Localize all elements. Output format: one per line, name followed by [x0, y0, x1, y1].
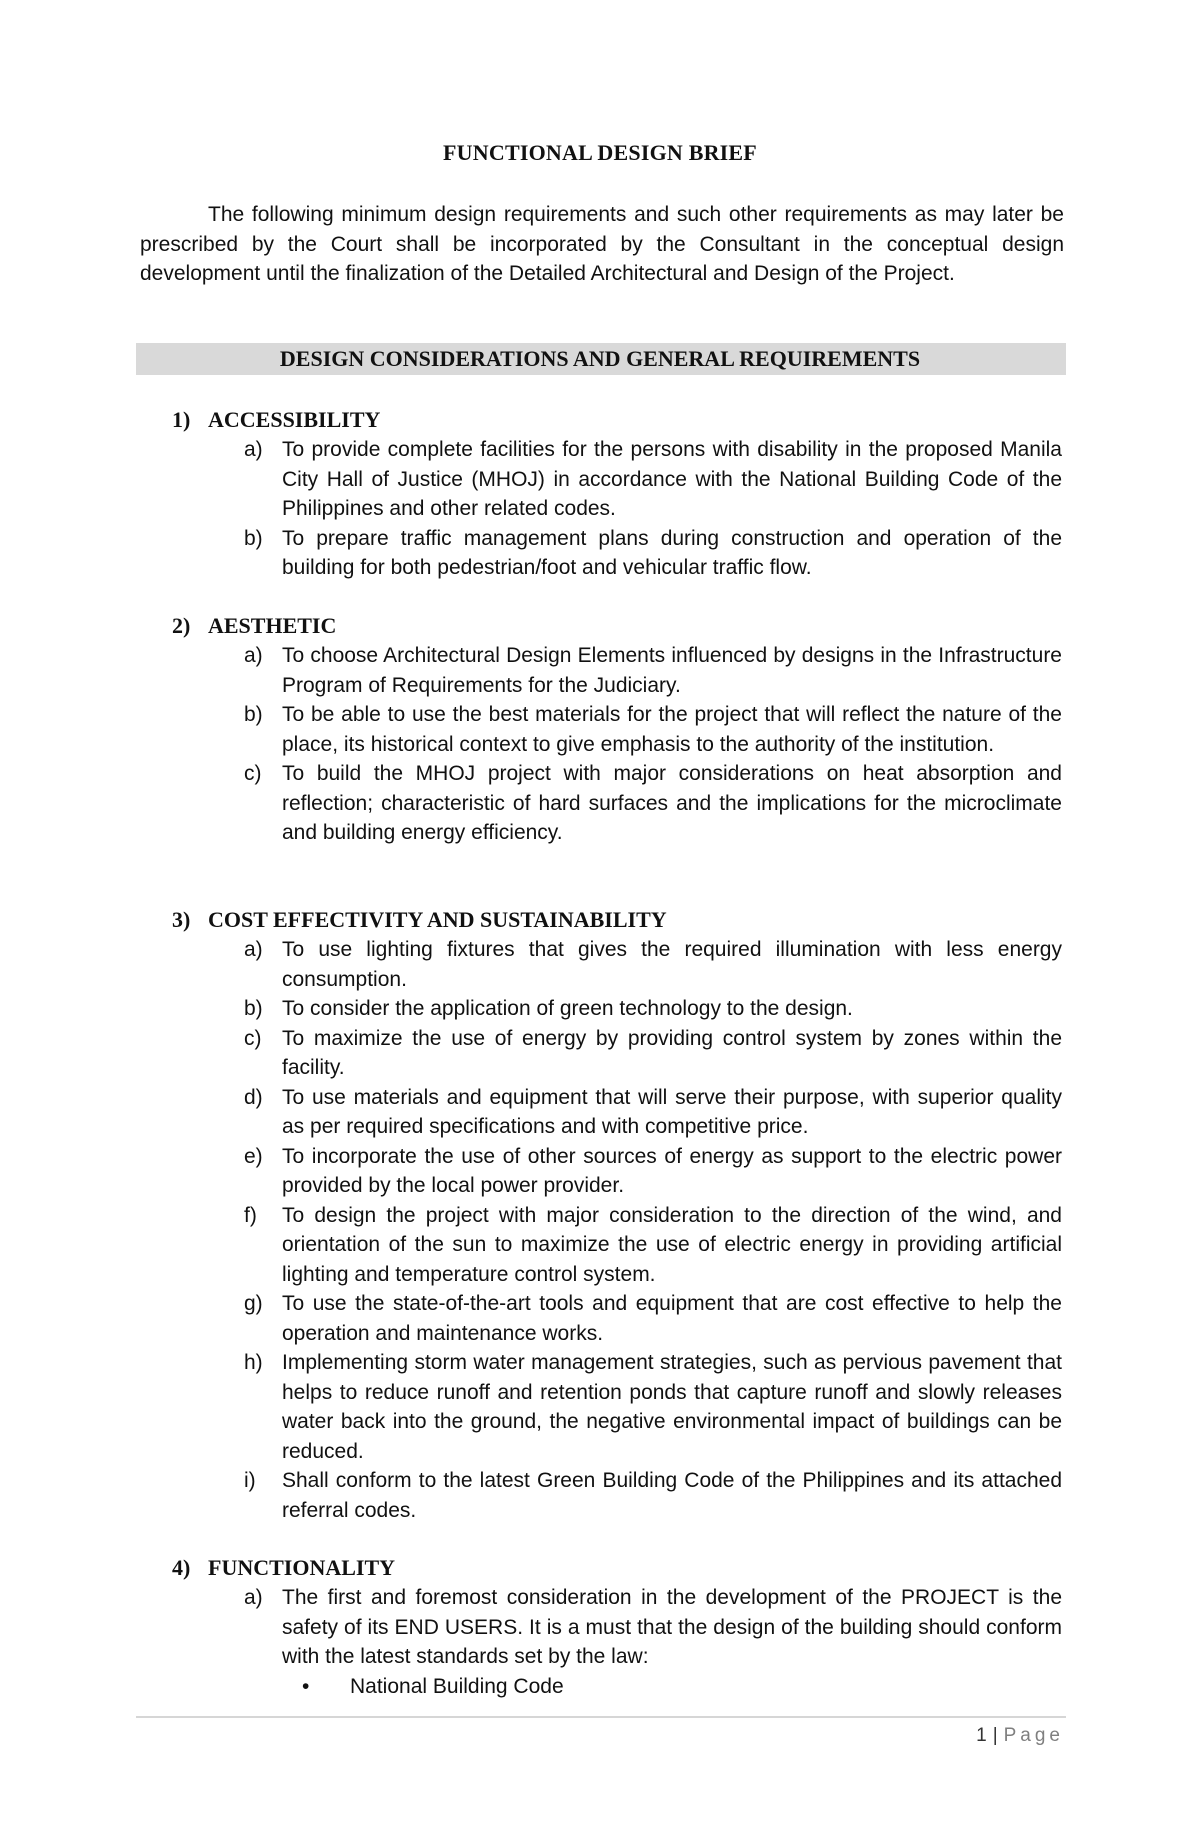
list-item [172, 1348, 1062, 1466]
item-text: To incorporate the use of other sources of energy as support to the electric power provided by the local power provider. [282, 1144, 1062, 1197]
list-item [172, 994, 1062, 1024]
item-marker: f) [244, 1203, 257, 1227]
item-text: To maximize the use of energy by providing control system by zones within the facility. [282, 1026, 1062, 1079]
section-title: AESTHETIC [208, 613, 337, 638]
item-list [172, 641, 1062, 848]
list-item [172, 759, 1062, 848]
item-text: To provide complete facilities for the persons with disability in the proposed Manila City Hall of Justice (MHOJ) in accordance with the National Building Code of the Philippines and other related codes. [282, 438, 1062, 520]
item-marker: h) [244, 1351, 263, 1374]
item-list [172, 1583, 1062, 1672]
item-marker: e) [244, 1144, 263, 1168]
item-marker: g) [244, 1292, 263, 1315]
item-text: To be able to use the best materials for the project that will reflect the nature of the place, its historical context to give emphasis to the authority of the institution. [282, 703, 1062, 756]
section-aesthetic [172, 611, 1062, 848]
page-separator: | [992, 1725, 998, 1746]
item-text: To use the state-of-the-art tools and equipment that are cost effective to help the operation and maintenance works. [282, 1292, 1062, 1345]
bullet-text: National Building Code [350, 1674, 564, 1698]
section-header [172, 611, 1062, 641]
item-marker: a) [244, 938, 263, 961]
item-text: The first and foremost consideration in the development of the PROJECT is the safety of its END USERS. It is a must that the design of the building should conform with the latest standards set by the law: [282, 1586, 1062, 1668]
section-number: 1) [172, 407, 191, 432]
item-marker: c) [244, 762, 262, 785]
item-text: Implementing storm water management strategies, such as pervious pavement that helps to reduce runoff and retention ponds that capture runoff and slowly releases water back into the ground, the negative environmental impact of buildings can be reduced. [282, 1351, 1062, 1463]
section-functionality [172, 1553, 1062, 1701]
list-item [172, 524, 1062, 583]
document-title: FUNCTIONAL DESIGN BRIEF [443, 140, 757, 165]
section-title: ACCESSIBILITY [208, 407, 381, 432]
section-number: 4) [172, 1555, 191, 1580]
list-item [172, 1466, 1062, 1525]
footer-divider [136, 1716, 1066, 1718]
section-header [172, 905, 1062, 935]
section-heading: DESIGN CONSIDERATIONS AND GENERAL REQUIREMENTS [279, 346, 921, 371]
item-list [172, 435, 1062, 583]
item-text: To consider the application of green technology to the design. [282, 997, 853, 1020]
item-marker: b) [244, 997, 263, 1020]
item-list [172, 935, 1062, 1525]
intro-paragraph: The following minimum design requirements and such other requirements as may later be prescribed by the Court shall be incorporated by the Consultant in the conceptual design development until the finalization of the Detailed Architectural and Design of the Project. [140, 203, 1064, 285]
item-marker: b) [244, 703, 263, 726]
list-item [172, 1142, 1062, 1201]
list-item [172, 700, 1062, 759]
bullet-list [172, 1672, 1062, 1702]
item-text: To use lighting fixtures that gives the required illumination with less energy consumption. [282, 938, 1062, 991]
item-marker: d) [244, 1085, 263, 1109]
item-marker: a) [244, 438, 263, 461]
section-header [172, 405, 1062, 435]
page-label: Page [1003, 1725, 1064, 1746]
list-item [172, 1583, 1062, 1672]
section-header [172, 1553, 1062, 1583]
item-text: To design the project with major consideration to the direction of the wind, and orientation of the sun to maximize the use of electric energy in providing artificial lighting and temperature control system. [282, 1203, 1062, 1286]
item-text: To build the MHOJ project with major considerations on heat absorption and reflection; characteristic of hard surfaces and the implications for the microclimate and building energy efficiency. [282, 762, 1062, 844]
item-marker: c) [244, 1026, 262, 1050]
section-cost-effectivity [172, 905, 1062, 1525]
bullet-item [172, 1672, 1062, 1702]
item-text: To choose Architectural Design Elements influenced by designs in the Infrastructure Program of Requirements for the Judiciary. [282, 644, 1062, 697]
section-title: COST EFFECTIVITY AND SUSTAINABILITY [208, 907, 667, 932]
section-number: 3) [172, 907, 191, 932]
item-text: Shall conform to the latest Green Building Code of the Philippines and its attached referral codes. [282, 1469, 1062, 1522]
page-number: 1 [976, 1725, 987, 1746]
list-item [172, 935, 1062, 994]
list-item [172, 1024, 1062, 1083]
item-text: To use materials and equipment that will serve their purpose, with superior quality as per required specifications and with competitive price. [282, 1085, 1062, 1138]
section-title: FUNCTIONALITY [208, 1555, 396, 1580]
item-marker: b) [244, 526, 263, 550]
item-marker: i) [244, 1469, 256, 1492]
list-item [172, 1289, 1062, 1348]
list-item [172, 641, 1062, 700]
page-number-footer [976, 1725, 1064, 1747]
item-text: To prepare traffic management plans during construction and operation of the building for both pedestrian/foot and vehicular traffic flow. [282, 526, 1062, 579]
list-item [172, 1201, 1062, 1290]
list-item [172, 435, 1062, 524]
item-marker: a) [244, 1586, 263, 1609]
list-item [172, 1083, 1062, 1142]
item-marker: a) [244, 644, 263, 667]
section-accessibility [172, 405, 1062, 583]
section-number: 2) [172, 613, 191, 638]
bullet-icon: • [302, 1674, 310, 1698]
